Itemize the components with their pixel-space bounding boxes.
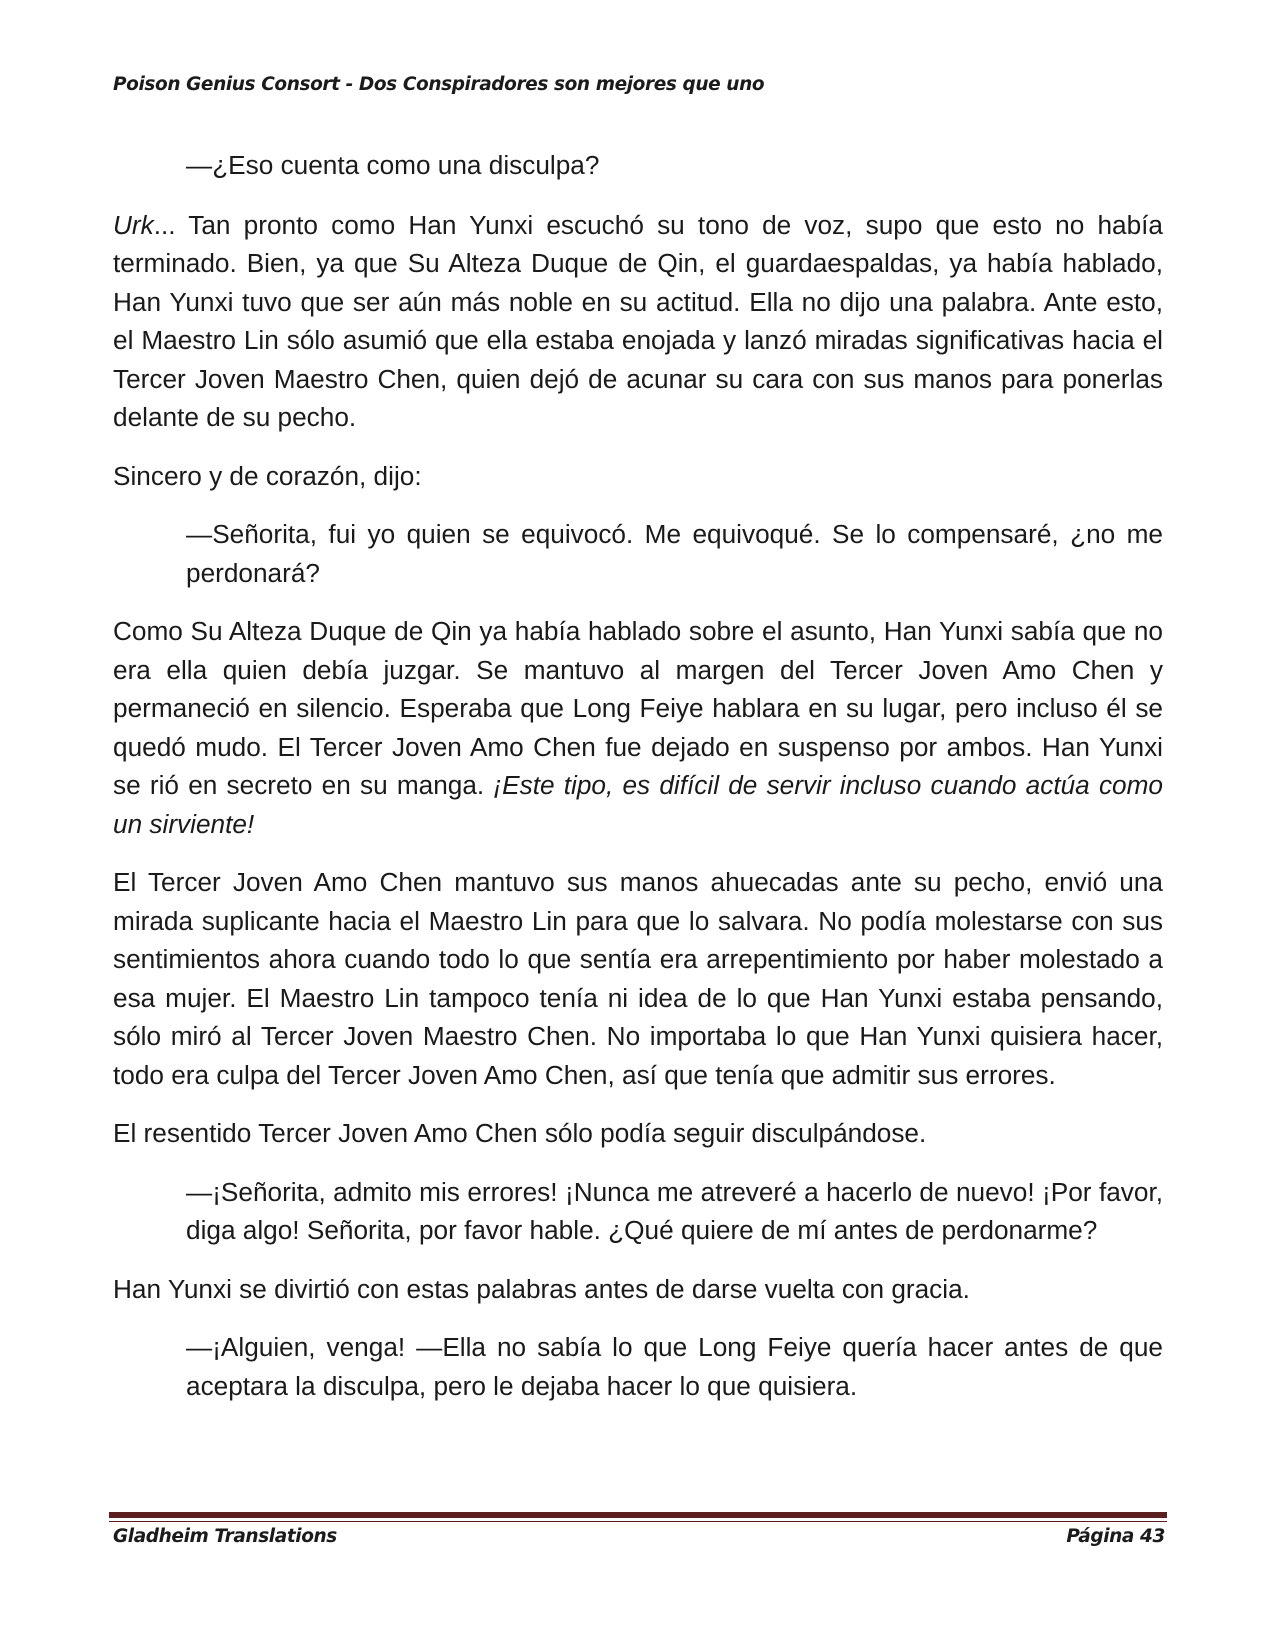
text-run: Como Su Alteza Duque de Qin ya había hablado sobre el asunto, Han Yunxi sabía que no era ella quien debía juzgar. Se mantuvo al margen del Tercer Joven Amo Chen y permaneció en silencio. Esperaba que Long Feiye hablara en su lugar, pero incluso él se quedó mudo. El Tercer Joven Amo Chen fue dejado en suspenso por ambos. Han Yunxi se rió en secreto en su manga.	[113, 616, 1163, 800]
footer-divider-thin	[109, 1521, 1167, 1522]
paragraph	[113, 1328, 1163, 1405]
footer-divider-thick	[109, 1512, 1167, 1518]
footer-publisher: Gladheim Translations	[113, 1526, 337, 1547]
text-run: ... Tan pronto como Han Yunxi escuchó su tono de voz, supo que esto no había terminado. Bien, ya que Su Alteza Duque de Qin, el guardaespaldas, ya había hablado, Han Yunxi tuvo que ser aún más noble en su actitud. Ella no dijo una palabra. Ante esto, el Maestro Lin sólo asumió que ella estaba enojada y lanzó miradas significativas hacia el Tercer Joven Maestro Chen, quien dejó de acunar su cara con sus manos para ponerlas delante de su pecho.	[113, 209, 1163, 432]
page-header-title: Poison Genius Consort - Dos Conspiradores son mejores que uno	[113, 74, 765, 95]
paragraph	[113, 515, 1163, 592]
paragraph	[113, 457, 1163, 496]
document-body	[113, 146, 1163, 1425]
paragraph	[113, 1270, 1163, 1309]
text-run: —¡Señorita, admito mis errores! ¡Nunca me atreveré a hacerlo de nuevo! ¡Por favor, diga algo! Señorita, por favor hable. ¿Qué quiere de mí antes de perdonarme?	[186, 1176, 1163, 1245]
paragraph	[113, 1173, 1163, 1250]
paragraph	[113, 612, 1163, 843]
text-run-italic: ¡Este tipo, es difícil de servir incluso cuando actúa como un sirviente!	[113, 770, 1163, 839]
text-run-italic: Urk	[113, 209, 154, 240]
text-run: El Tercer Joven Amo Chen mantuvo sus manos ahuecadas ante su pecho, envió una mirada suplicante hacia el Maestro Lin para que lo salvara. No podía molestarse con sus sentimientos ahora cuando todo lo que sentía era arrepentimiento por haber molestado a esa mujer. El Maestro Lin tampoco tenía ni idea de lo que Han Yunxi estaba pensando, sólo miró al Tercer Joven Maestro Chen. No importaba lo que Han Yunxi quisiera hacer, todo era culpa del Tercer Joven Amo Chen, así que tenía que admitir sus errores.	[113, 867, 1163, 1090]
paragraph	[113, 863, 1163, 1094]
text-run: El resentido Tercer Joven Amo Chen sólo podía seguir disculpándose.	[113, 1118, 927, 1148]
text-run: Sincero y de corazón, dijo:	[113, 460, 422, 491]
text-run: —Señorita, fui yo quien se equivocó. Me equivoqué. Se lo compensaré, ¿no me perdonará?	[186, 519, 1163, 588]
text-run: —¿Eso cuenta como una disculpa?	[186, 150, 600, 180]
text-run: —¡Alguien, venga! —Ella no sabía lo que Long Feiye quería hacer antes de que aceptara la disculpa, pero le dejaba hacer lo que quisiera.	[186, 1332, 1163, 1401]
paragraph	[113, 206, 1163, 437]
paragraph	[113, 146, 1163, 185]
paragraph	[113, 1114, 1163, 1153]
text-run: Han Yunxi se divirtió con estas palabras antes de darse vuelta con gracia.	[113, 1273, 970, 1304]
footer-page-number: Página 43	[1066, 1526, 1165, 1547]
